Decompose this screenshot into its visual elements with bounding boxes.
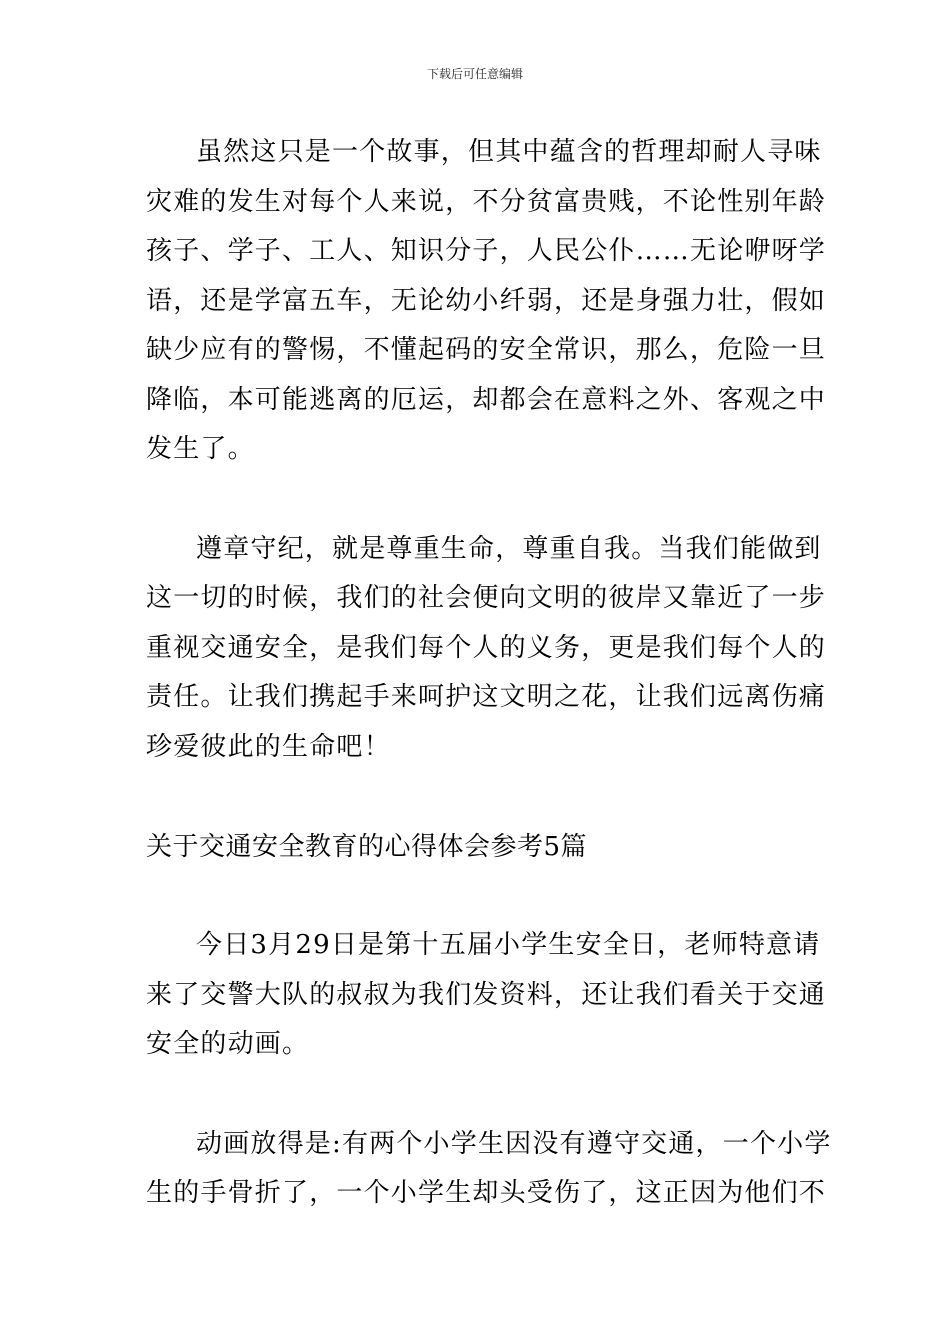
paragraph-3-line-3: 安全的动画。 [146, 1029, 310, 1059]
paragraph-4-line-1: 动画放得是:有两个小学生因没有遵守交通，一个小学 [196, 1129, 832, 1159]
paragraph-1-line-6: 降临，本可能逃离的厄运，却都会在意料之外、客观之中 [146, 385, 827, 415]
paragraph-1-line-7: 发生了。 [146, 434, 255, 464]
paragraph-2-line-5: 珍爱彼此的生命吧！ [146, 732, 391, 762]
paragraph-1-line-4: 语，还是学富五车，无论幼小纤弱，还是身强力壮，假如 [146, 286, 827, 316]
paragraph-2-line-4: 责任。让我们携起手来呵护这文明之花，让我们远离伤痛 [146, 682, 827, 712]
paragraph-3-line-2: 来了交警大队的叔叔为我们发资料，还让我们看关于交通 [146, 980, 827, 1010]
paragraph-1-line-3: 孩子、学子、工人、知识分子，人民公仆……无论咿呀学 [146, 236, 827, 266]
paragraph-1-line-1: 虽然这只是一个故事，但其中蕴含的哲理却耐人寻味 [196, 137, 822, 167]
paragraph-2-line-2: 这一切的时候，我们的社会便向文明的彼岸又靠近了一步 [146, 583, 827, 613]
section-heading: 关于交通安全教育的心得体会参考5篇 [146, 832, 588, 862]
page-header-note: 下载后可任意编辑 [426, 67, 523, 81]
paragraph-3-line-1: 今日3月29日是第十五届小学生安全日，老师特意请 [196, 930, 821, 960]
paragraph-4-line-2: 生的手骨折了，一个小学生却头受伤了，这正因为他们不 [146, 1178, 827, 1208]
paragraph-1-line-5: 缺少应有的警惕，不懂起码的安全常识，那么，危险一旦 [146, 335, 827, 365]
paragraph-1-line-2: 灾难的发生对每个人来说，不分贫富贵贱，不论性别年龄 [146, 187, 827, 217]
paragraph-2-line-3: 重视交通安全，是我们每个人的义务，更是我们每个人的 [146, 633, 827, 663]
paragraph-2-line-1: 遵章守纪，就是尊重生命，尊重自我。当我们能做到 [196, 534, 822, 564]
